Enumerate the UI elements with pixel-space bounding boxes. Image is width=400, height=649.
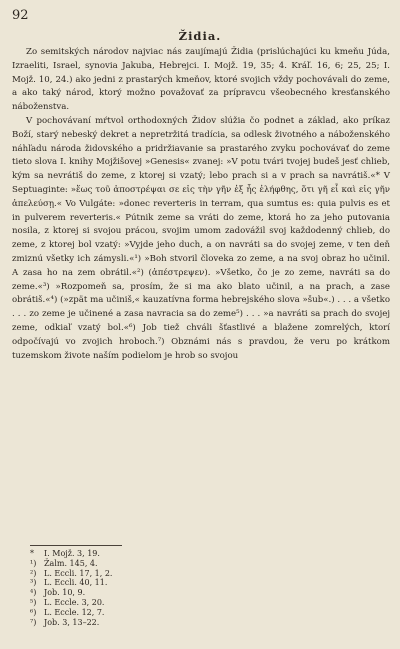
paragraph-1: Zo semitských národov najviac nás zaujímajú Židia (prislúchajúci ku kmeňu Júda, Izraeliti, Israel, synovia Jakuba, Hebrejci. I. Mojž. 19, 35; 4. Kráľ. 16, 6; 25, 25; I. Mojž. 10, 24.) ako jedni z prastarých kmeňov, ktoré svojich vždy pochovávali do zeme, a ako taký národ, ktorý možno považovať za prípravcu všeobecného kresťanského náboženstva. <box>12 47 390 113</box>
footnote-text: I. Mojž. 3, 19. <box>44 549 100 558</box>
footnote-item <box>30 569 112 579</box>
footnotes <box>30 549 112 627</box>
footnote-item <box>30 549 112 559</box>
footnote-divider <box>30 545 122 546</box>
footnote-mark: ⁶) <box>30 607 37 617</box>
footnote-mark: ²) <box>30 568 37 578</box>
footnote-text: L. Eccle. 3, 20. <box>44 597 105 607</box>
footnote-mark: ³) <box>30 578 37 588</box>
page-number: 92 <box>12 8 29 23</box>
footnote-mark: ⁷) <box>30 617 37 627</box>
footnote-text: L. Eccle. 12, 7. <box>44 607 105 617</box>
footnote-item <box>30 588 112 598</box>
footnote-mark: ⁴) <box>30 588 37 598</box>
footnote-text: Job. 3, 13–22. <box>44 617 100 627</box>
footnote-text: L. Eccli. 40, 11. <box>44 578 108 588</box>
footnote-mark: ¹) <box>30 558 37 568</box>
footnote-text: Job. 10, 9. <box>44 588 86 598</box>
footnote-item <box>30 598 112 608</box>
footnote-text: L. Eccli. 17, 1, 2. <box>44 568 113 578</box>
body-text <box>12 46 390 363</box>
footnote-item <box>30 608 112 618</box>
paragraph-2: V pochovávaní mŕtvol orthodoxných Židov slúžia čo podnet a základ, ako príkaz Boží, starý nebeský dekret a nepretržitá tradícia, sa odlesk životného a náboženského náhľadu národa židovského a pridržiavanie sa prastarého zvyku pochovávať do zeme tieto slova I. knihy Mojžišovej »Genesis« zvanej: »V potu tvári tvojej budeš jesť chlieb, kým sa nevrátiš do zeme, z ktorej si vzatý; lebo prach si a v prach sa navrátiš.«* V Septuaginte: »ἕως τοῦ ἀποστρέψαι σε εἰς τὴν γῆν ἐξ ἧς ἐλήφθης, ὅτι γῆ εἶ καὶ εἰς γῆν ἀπελεύσῃ.« Vo Vulgáte: »donec reverteris in terram, qua sumtus es: quia pulvis es et in pulverem reverteris.« Pútnik zeme sa vráti do zeme, ktorá ho za jeho putovania nosila, z ktorej si svojou prácou, svojim umom zadovážil svoj každodenný chlieb, do zeme, z ktorej bol vzatý: »Vyjde jeho duch, a on navráti sa do svojej zeme, v ten deň zmiznú všetky ich zámysli.«¹) »Boh stvoril človeka zo zeme, a na svoj obraz ho učinil. A zasa ho na zem obrátil.«²) (ἀπέστρεψεν). »Všetko, čo je zo zeme, navráti sa do zeme.«³) »Rozpomeň sa, prosím, že si ma ako blato učinil, a na prach, a zase obrátiš.«⁴) (»zpät ma učiniš,« kauzatívna forma hebrejského slova »šub«.) . . . a všetko . . . zo zeme je učinené a zasa navracia sa do zeme⁵) . . . »a navráti sa prach do svojej zeme, odkiaľ vzatý bol.«⁶) Job tiež chváli šťastlivé a blažene zomrelých, ktorí odpočívajú vo zvojich hroboch.⁷) Obznámi nás s pravdou, že veru po krátkom tuzemskom živote naším podielom je hrob so svojou <box>12 115 390 361</box>
footnote-text: Žalm. 145, 4. <box>44 558 98 568</box>
chapter-title: Židia. <box>178 29 222 43</box>
footnote-item <box>30 559 112 569</box>
footnote-mark: ⁵) <box>30 597 37 607</box>
footnote-mark: * <box>30 549 34 558</box>
footnote-item <box>30 618 112 628</box>
footnote-item <box>30 578 112 588</box>
